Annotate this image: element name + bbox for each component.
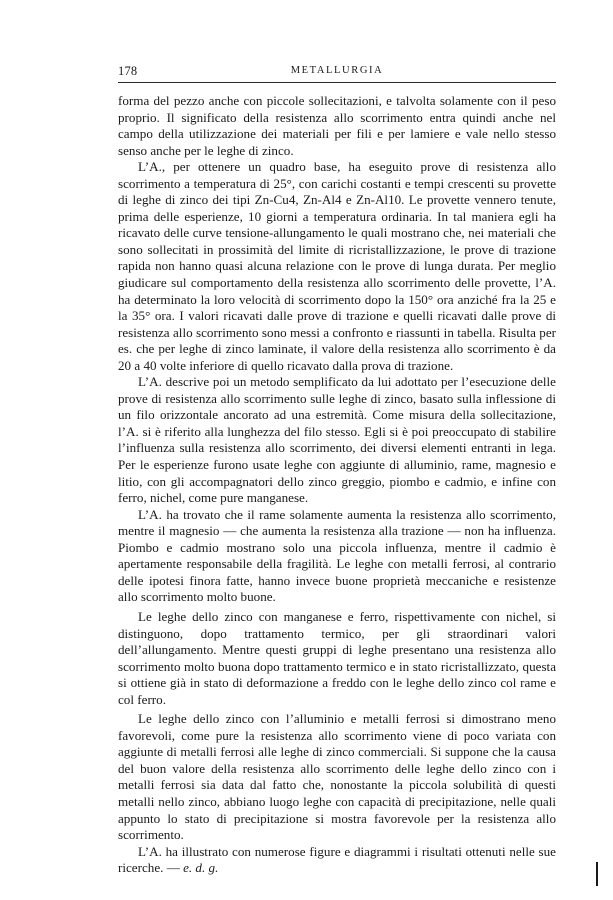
author-initials: e. d. g.: [183, 860, 219, 876]
body-text: [118, 93, 556, 877]
running-head: METALLURGIA: [290, 65, 384, 76]
margin-mark: [596, 862, 598, 886]
paragraph-2: L’A., per ottenere un quadro base, ha eseguito prove di resistenza allo scorrimento a temperatura di 25°, con carichi costanti e tempi crescenti su provette di leghe di zinco dei tipi Zn-Cu4, Zn-Al4 e Zn-Al10. Le provette vennero tenute, prima delle esperienze, 10 giorni a temperatura ordinaria. In tal maniera egli ha ricavato delle curve tensione-allungamento le quali mostrano che, nei materiali che sono sollecitati in prossimità del limite di ricristallizzazione, le prove di trazione rapida non hanno quasi alcuna relazione con le prove di lunga durata. Per meglio giudicare sul comportamento della resistenza allo scorrimento delle provette, l’A. ha determinato la loro velocità di scorrimento dopo la 150° ora anziché fra la 25 e la 35° ora. I valori ricavati dalle prove di trazione e quelli ricavati dalle prove di resistenza allo scorrimento sono messi a confronto e riassunti in tabella. Risulta per es. che per leghe di zinco laminate, il valore della resistenza allo scorrimento è da 20 a 40 volte inferiore di quello ricavato dalla prova di trazione.: [118, 159, 556, 373]
header-rule: [118, 82, 556, 83]
page-header: [118, 64, 556, 82]
paragraph-6: Le leghe dello zinco con l’alluminio e metalli ferrosi si dimostrano meno favorevoli, come pure la resistenza allo scorrimento viene di poco variata con aggiunte di metalli ferrosi alle leghe di zinco commerciali. Si suppone che la causa del buon valore della resistenza allo scorrimento delle leghe dello zinco con i metalli ferrosi sia data dal fatto che, nonostante la piccola solubilità di questi metalli nello zinco, abbiano luogo leghe con capacità di precipitazione, nelle quali appunto lo stato di precipitazione si mostra favorevole per la resistenza allo scorrimento.: [118, 711, 556, 843]
page-number: 178: [118, 64, 138, 78]
paragraph-1: forma del pezzo anche con piccole sollecitazioni, e talvolta solamente con il peso proprio. Il significato della resistenza allo scorrimento entra quindi anche nel campo della utilizzazione dei materiali per fili e per lamiere e vale nello stesso senso anche per le leghe di zinco.: [118, 93, 556, 158]
paragraph-7: [118, 844, 556, 877]
paragraph-4: L’A. ha trovato che il rame solamente aumenta la resistenza allo scorrimento, mentre il magnesio — che aumenta la resistenza alla trazione — non ha influenza. Piombo e cadmio mostrano solo una piccola influenza, mentre il cadmio è apertamente responsabile della fragilità. Le leghe con metalli ferrosi, al contrario delle ipotesi finora fatte, hanno invece buone proprietà meccaniche e resistenze allo scorrimento molto buone.: [118, 506, 556, 605]
paragraph-7-text: L’A. ha illustrato con numerose figure e diagrammi i risultati ottenuti nelle sue ricerche. —: [118, 843, 556, 876]
paragraph-5: Le leghe dello zinco con manganese e ferro, rispettivamente con nichel, si distinguono, dopo trattamento termico, per gli straordinari valori dell’allungamento. Mentre questi gruppi di leghe presentano una resistenza allo scorrimento molto buona dopo trattamento termico e in stato ricristallizzato, questa si ottiene già in stato di deformazione a freddo con le leghe dello zinco col rame e col ferro.: [118, 608, 556, 707]
paragraph-3: L’A. descrive poi un metodo semplificato da lui adottato per l’esecuzione delle prove di resistenza allo scorrimento sulle leghe di zinco, basato sulla inflessione di un filo orizzontale ancorato ad una estremità. Come misura della sollecitazione, l’A. si è riferito alla lunghezza del filo stesso. Egli si è poi preoccupato di stabilire l’influenza sulla resistenza allo scorrimento, dei diversi elementi entranti in lega. Per le esperienze furono usate leghe con aggiunte di alluminio, rame, magnesio e litio, con gli accompagnatori dello zinco greggio, piombo e cadmio, e infine con ferro, nichel, come pure manganese.: [118, 374, 556, 506]
